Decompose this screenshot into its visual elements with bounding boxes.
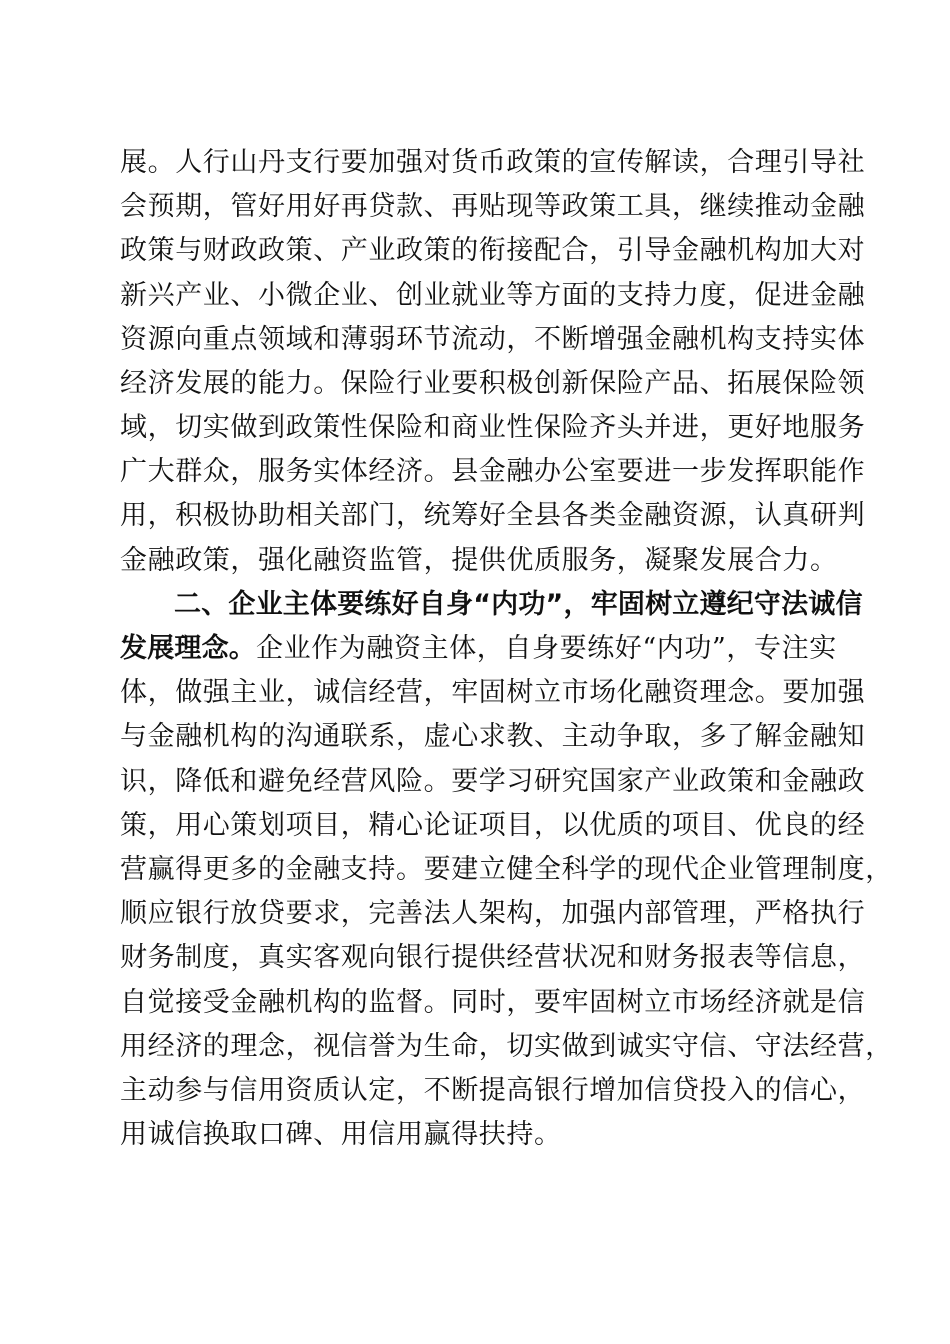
paragraph-2-line: 营赢得更多的金融支持。要建立健全科学的现代企业管理制度， [120,854,893,885]
section-heading: 二、企业主体要练好自身“内功”，牢固树立遵纪守法诚信 [174,589,863,620]
paragraph-1-line: 展。人行山丹支行要加强对货币政策的宣传解读，合理引导社 [120,147,866,178]
paragraph-2-line [120,631,837,667]
paragraph-2-line: 主动参与信用资质认定，不断提高银行增加信贷投入的信心， [120,1075,866,1106]
paragraph-1-line: 资源向重点领域和薄弱环节流动，不断增强金融机构支持实体 [120,324,866,355]
paragraph-2-line: 体，做强主业，诚信经营，牢固树立市场化融资理念。要加强 [120,677,866,708]
paragraph-1-line: 金融政策，强化融资监管，提供优质服务，凝聚发展合力。 [120,545,838,576]
paragraph-2-line: 与金融机构的沟通联系，虚心求教、主动争取，多了解金融知 [120,721,866,752]
section-heading-end: 发展理念。 [120,633,256,664]
paragraph-2-line: 策，用心策划项目，精心论证项目，以优质的项目、优良的经 [120,810,866,841]
paragraph-1-line: 政策与财政政策、产业政策的衔接配合，引导金融机构加大对 [120,235,866,266]
paragraph-2-line: 用诚信换取口碑、用信用赢得扶持。 [120,1119,562,1150]
paragraph-2-line: 自觉接受金融机构的监督。同时，要牢固树立市场经济就是信 [120,987,866,1018]
paragraph-1-line: 域，切实做到政策性保险和商业性保险齐头并进，更好地服务 [120,412,866,443]
paragraph-2-line: 用经济的理念，视信誉为生命，切实做到诚实守信、守法经营， [120,1031,893,1062]
paragraph-1-line: 新兴产业、小微企业、创业就业等方面的支持力度，促进金融 [120,280,866,311]
paragraph-1-line: 广大群众，服务实体经济。县金融办公室要进一步发挥职能作 [120,456,866,487]
paragraph-1-line: 用，积极协助相关部门，统筹好全县各类金融资源，认真研判 [120,500,866,531]
paragraph-1-line: 会预期，管好用好再贷款、再贴现等政策工具，继续推动金融 [120,191,866,222]
paragraph-2-text: 企业作为融资主体，自身要练好“内功”，专注实 [256,633,837,664]
paragraph-2-line: 顺应银行放贷要求，完善法人架构，加强内部管理，严格执行 [120,898,866,929]
paragraph-1-line: 经济发展的能力。保险行业要积极创新保险产品、拓展保险领 [120,368,866,399]
paragraph-2-line: 财务制度，真实客观向银行提供经营状况和财务报表等信息， [120,942,866,973]
paragraph-2-line: 识，降低和避免经营风险。要学习研究国家产业政策和金融政 [120,766,866,797]
